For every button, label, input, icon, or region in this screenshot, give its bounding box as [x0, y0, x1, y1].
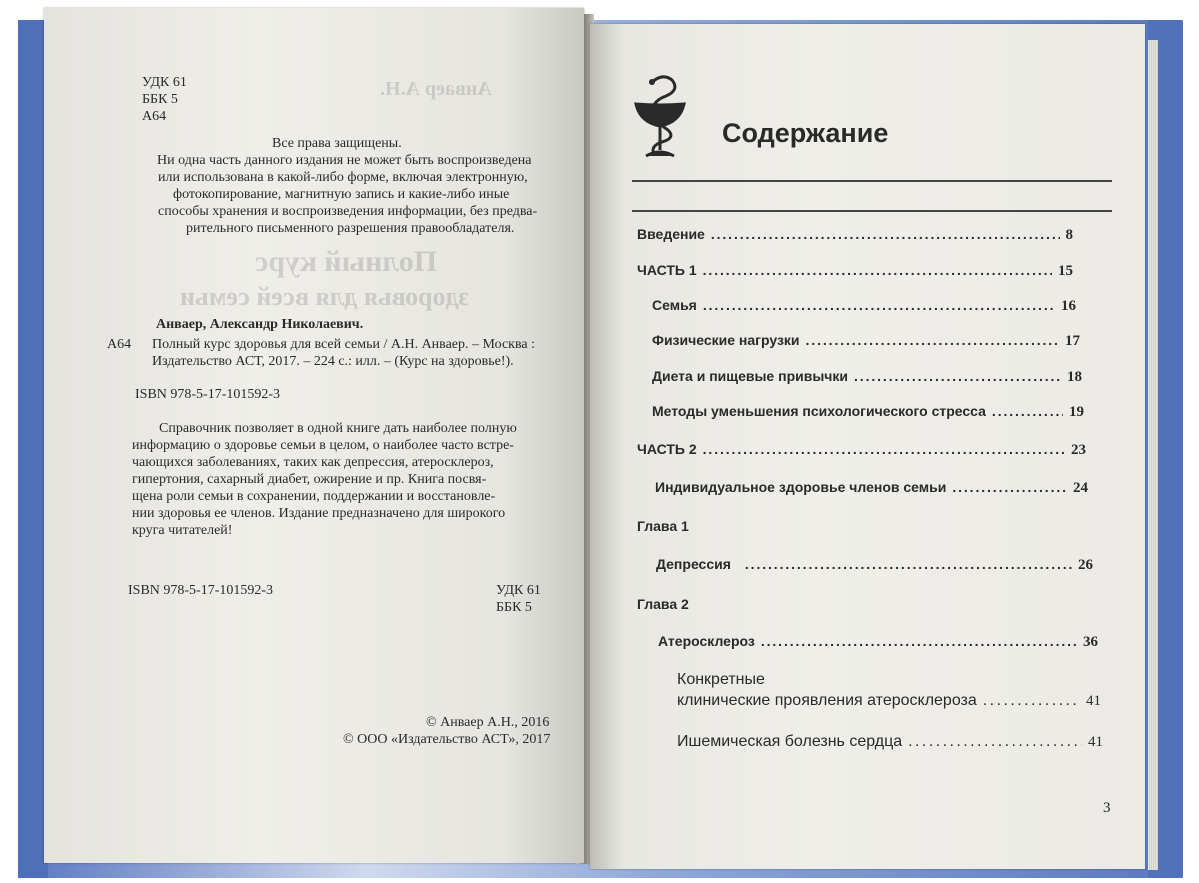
toc-entry-label: Введение [637, 226, 705, 242]
toc-entry[interactable] [652, 297, 1076, 315]
biblio-line: Издательство АСТ, 2017. – 224 с.: илл. – (Курс на здоровье!). [152, 354, 514, 369]
toc-entry-page: 41 [1086, 693, 1101, 709]
toc-entry-page: 41 [1088, 734, 1103, 750]
toc-entry-label: Методы уменьшения психологического стресса [652, 403, 986, 419]
toc-entry-page: 23 [1071, 442, 1086, 458]
toc-entry-page: 15 [1058, 263, 1073, 279]
author-mark: А64 [142, 109, 167, 124]
udk-code: УДК 61 [142, 75, 187, 90]
copyright-line: © Анваер А.Н., 2016 [426, 715, 550, 730]
isbn: ISBN 978-5-17-101592-3 [135, 387, 281, 402]
biblio-line: Полный курс здоровья для всей семьи / А.Н. Анваер. – Москва : [152, 337, 536, 352]
rights-line: Все права защищены. [272, 136, 402, 151]
toc-entry-page: 24 [1073, 480, 1088, 496]
annotation-line: чающихся заболеваниях, таких как депрессия, атеросклероз, [132, 455, 494, 470]
toc-entry-page: 19 [1069, 404, 1084, 420]
toc-entry[interactable] [637, 441, 1086, 459]
toc-entry[interactable] [652, 368, 1082, 386]
toc-entry-label: ЧАСТЬ 1 [637, 262, 697, 278]
isbn-bottom: ISBN 978-5-17-101592-3 [128, 583, 274, 598]
toc-entry[interactable] [656, 556, 1093, 574]
toc-entry[interactable] [658, 633, 1098, 651]
show-through-text: Анваер А.Н. [380, 78, 492, 100]
annotation-line: гипертония, сахарный диабет, ожирение и пр. Книга посвя- [132, 472, 487, 487]
page-number: 3 [1103, 800, 1111, 816]
toc-entry-label: Конкретные [677, 671, 765, 688]
toc-entry[interactable] [652, 403, 1084, 421]
toc-entry[interactable] [652, 332, 1080, 350]
toc-entry-label: Депрессия [656, 556, 731, 572]
toc-entry-label: ЧАСТЬ 2 [637, 441, 697, 457]
divider [632, 180, 1112, 182]
bbk-code: ББК 5 [142, 92, 178, 107]
annotation-line: нии здоровья ее членов. Издание предназначено для широкого [132, 506, 506, 521]
toc-entry-page: 17 [1065, 333, 1080, 349]
annotation-line: круга читателей! [132, 523, 233, 538]
toc-entry-label: Физические нагрузки [652, 332, 800, 348]
rights-line: способы хранения и воспроизведения информации, без предва- [158, 204, 538, 219]
annotation-line: щена роли семьи в сохранении, поддержании и восстановле- [132, 489, 496, 504]
divider [632, 210, 1112, 212]
rights-line: фотокопирование, магнитную запись и какие-либо иные [173, 187, 510, 202]
copyright-line: © ООО «Издательство АСТ», 2017 [343, 732, 551, 747]
toc-entry-label: Семья [652, 297, 697, 313]
toc-entry-label: Индивидуальное здоровье членов семьи [655, 479, 947, 495]
toc-entry-page: 16 [1061, 298, 1076, 314]
toc-entry-page: 36 [1083, 634, 1098, 650]
author-mark: А64 [107, 337, 132, 352]
toc-entry-page: 8 [1065, 227, 1073, 243]
show-through-text: здоровья для всей семьи [180, 282, 469, 311]
annotation-line: Справочник позволяет в одной книге дать наиболее полную [159, 421, 517, 436]
toc-entry-label: клинические проявления атеросклероза [677, 692, 977, 709]
author-name: Анваер, Александр Николаевич. [156, 317, 364, 332]
toc-entry-label: Атеросклероз [658, 633, 755, 649]
toc-title: Содержание [722, 118, 889, 148]
toc-entry[interactable] [677, 692, 1101, 710]
toc-entry-label: Ишемическая болезнь сердца [677, 733, 903, 750]
toc-entry-page: 26 [1078, 557, 1093, 573]
toc-entry-page: 18 [1067, 369, 1082, 385]
annotation-line: информацию о здоровье семьи в целом, о наиболее часто встре- [132, 438, 514, 453]
page-edges [1148, 40, 1158, 870]
rights-line: Ни одна часть данного издания не может быть воспроизведена [157, 153, 532, 168]
udk-code-bottom: УДК 61 [496, 583, 541, 598]
rights-line: рительного письменного разрешения правообладателя. [186, 221, 515, 236]
bbk-code-bottom: ББК 5 [496, 600, 532, 615]
toc-entry[interactable] [637, 226, 1073, 244]
show-through-text: Полный курс [255, 245, 438, 278]
toc-entry-label: Диета и пищевые привычки [652, 368, 849, 384]
toc-entry[interactable] [637, 262, 1073, 280]
toc-entry[interactable] [677, 733, 1103, 751]
toc-entry[interactable] [655, 479, 1088, 497]
rights-line: или использована в какой-либо форме, включая электронную, [158, 170, 528, 185]
bowl-of-hygieia-icon [632, 70, 688, 162]
toc-chapter-heading: Глава 1 [637, 518, 689, 534]
toc-chapter-heading: Глава 2 [637, 596, 689, 612]
